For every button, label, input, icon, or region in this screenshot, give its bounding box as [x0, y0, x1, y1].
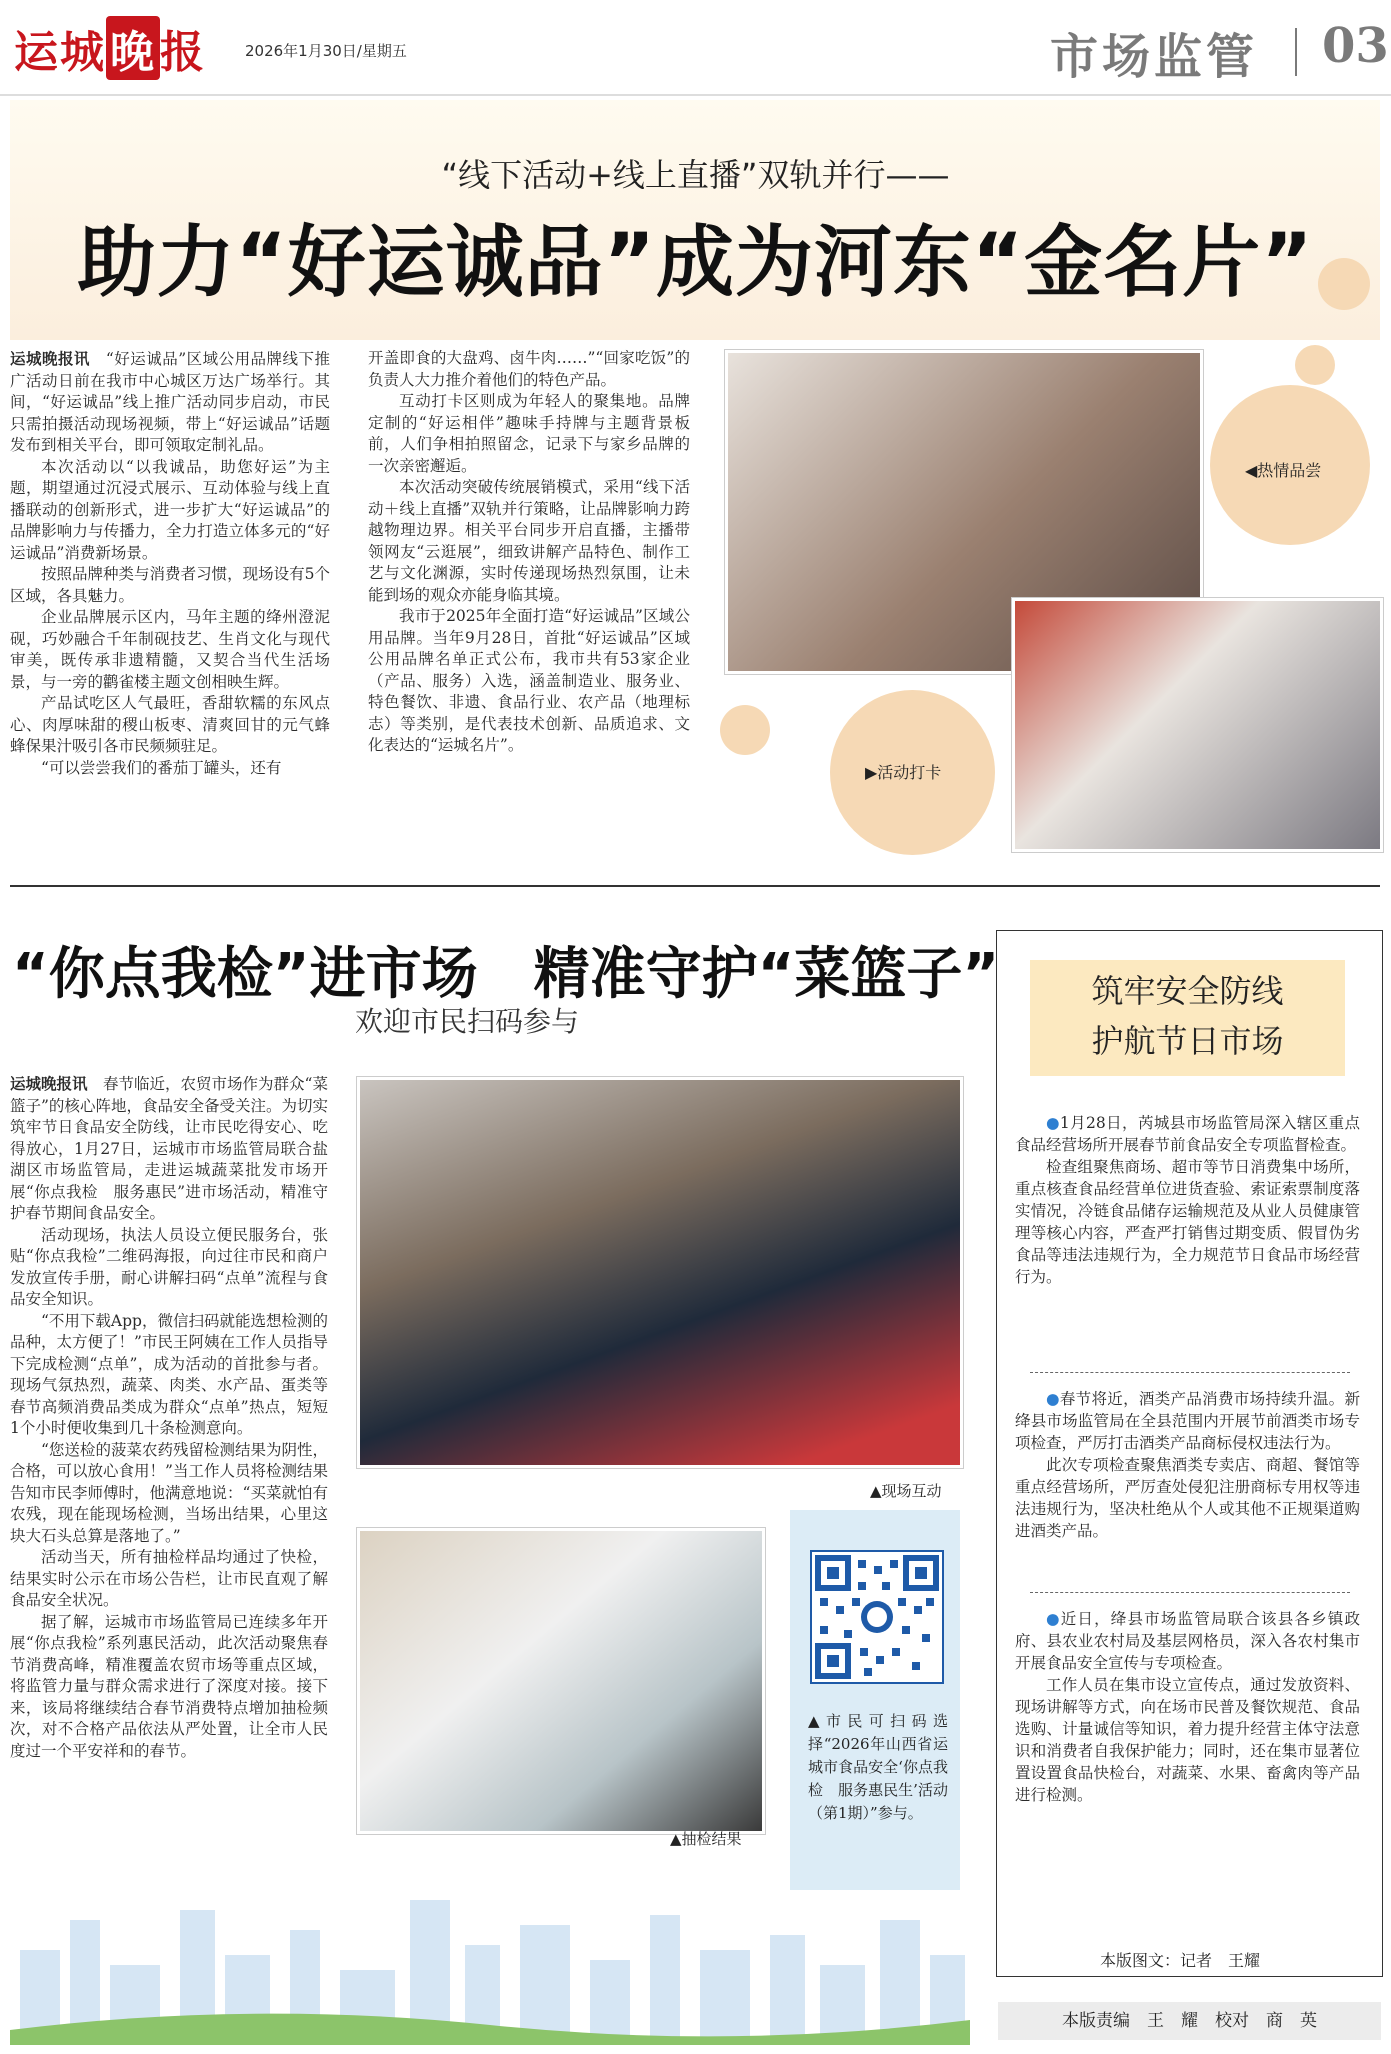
- photo-caption-results: ▲抽检结果: [670, 1830, 742, 1848]
- photo-caption-checkin: ▶活动打卡: [865, 763, 942, 782]
- paragraph: 活动现场，执法人员设立便民服务台，张贴“你点我检”二维码海报，向过往市民和商户发放宣传手册，耐心讲解扫码“点单”流程与食品安全知识。: [10, 1225, 328, 1308]
- paragraph: 据了解，运城市市场监管局已连续多年开展“你点我检”系列惠民活动，此次活动聚焦春节消费高峰，精准覆盖农贸市场等重点区域，将监管力量与群众需求进行了深度对接。接下来，该局将继续结合春节消费特点增加抽检频次，对不合格产品依法从严处置，让全市人民度过一个平安祥和的春节。: [10, 1612, 328, 1760]
- sidebar-item-2: [1015, 1388, 1360, 1542]
- paragraph: [10, 348, 330, 457]
- photo-checkin: [1012, 598, 1383, 852]
- paragraph: [10, 1073, 328, 1225]
- qr-code[interactable]: [810, 1550, 944, 1684]
- paragraph: 开盖即食的大盘鸡、卤牛肉……”“回家吃饭”的负责人大力推介着他们的特色产品。: [368, 349, 690, 389]
- masthead-rule: [0, 94, 1391, 96]
- photo-onsite-interaction: [357, 1077, 963, 1468]
- page-number: 03: [1322, 18, 1389, 74]
- paragraph: 企业品牌展示区内，马年主题的绛州澄泥砚，巧妙融合千年制砚技艺、生肖文化与现代审美，既传承非遗精髓，又契合当代生活场景，与一旁的鹳雀楼主题文创相映生辉。: [10, 608, 330, 691]
- masthead: [0, 0, 1391, 100]
- paragraph-text: 1月28日，芮城县市场监管局深入辖区重点食品经营场所开展春节前食品安全专项监督检查。: [1015, 1114, 1360, 1154]
- logo-text-1: 运城: [14, 27, 106, 78]
- story2-subhead: 欢迎市民扫码参与: [355, 1005, 580, 1038]
- paragraph: 检查组聚焦商场、超市等节日消费集中场所，重点核查食品经营单位进货查验、索证索票制度落实情况，冷链食品储存运输规范及从业人员健康管理等核心内容，严查严打销售过期变质、假冒伪劣食品等违法违规行为，全力规范节日食品市场经营行为。: [1015, 1158, 1360, 1286]
- paragraph: “可以尝尝我们的番茄丁罐头，还有: [41, 758, 282, 777]
- feature-column-2: [368, 348, 690, 757]
- feature-kicker: “线下活动+线上直播”双轨并行——: [441, 156, 950, 194]
- photo-caption-tasting: ◀热情品尝: [1245, 461, 1322, 480]
- paragraph: [1015, 1388, 1360, 1454]
- paragraph: 工作人员在集市设立宣传点，通过发放资料、现场讲解等方式，向在场市民普及餐饮规范、食品选购、计量诚信等知识，着力提升经营主体守法意识和消费者自我保护能力；同时，还在集市显著位置设置食品快检台，对蔬菜、水果、畜禽肉等产品进行检测。: [1015, 1676, 1360, 1804]
- story2-headline: “你点我检”进市场 精准守护“菜篮子”: [12, 942, 1000, 1007]
- bullet-dot-icon: ●: [1046, 1390, 1060, 1408]
- sidebar-title: [1030, 960, 1345, 1076]
- paragraph: 按照品牌种类与消费者习惯，现场设有5个区域，各具魅力。: [10, 565, 330, 605]
- paragraph: “不用下载App，微信扫码就能选想检测的品种，太方便了！”市民王阿姨在工作人员指导下完成检测“点单”，成为活动的首批参与者。现场气氛热烈，蔬菜、肉类、水产品、蛋类等春节高频消费品类成为群众“点单”热点，短短1个小时便收集到几十条检测意向。: [10, 1311, 328, 1437]
- qr-caption: ▲市民可扫码选择“2026年山西省运城市食品安全‘你点我检 服务惠民生’活动（第1期）”参与。: [808, 1712, 948, 1822]
- bullet-dot-icon: ●: [1046, 1114, 1060, 1132]
- feature-headline: 助力“好运诚品”成为河东“金名片”: [77, 218, 1314, 308]
- story-divider: [10, 885, 1380, 887]
- paragraph: 我市于2025年全面打造“好运诚品”区域公用品牌。当年9月28日，首批“好运诚品”区域公用品牌名单正式公布，我市共有53家企业（产品、服务）入选，涵盖制造业、服务业、特色餐饮、非遗、食品行业、农产品（地理标志）等类别，是代表技术创新、品质追求、文化表达的“运城名片”。: [368, 607, 690, 754]
- photo-text-credit: 本版图文：记者 王耀: [1100, 1951, 1261, 1970]
- paragraph-text: 春节临近，农贸市场作为群众“菜篮子”的核心阵地，食品安全备受关注。为切实筑牢节日食品安全防线，让市民吃得安心、吃得放心，1月27日，运城市市场监管局联合盐湖区市场监管局，走进运城蔬菜批发市场开展“你点我检 服务惠民”进市场活动，精准守护春节期间食品安全。: [10, 1075, 328, 1222]
- section-divider: [1295, 28, 1297, 76]
- qr-code-icon: [812, 1552, 942, 1682]
- logo-text-2: 晚: [106, 16, 160, 80]
- bullet-dot-icon: ●: [1046, 1610, 1061, 1628]
- decor-circle: [720, 705, 770, 755]
- newspaper-logo: [14, 16, 206, 80]
- paragraph-text: “好运诚品”区域公用品牌线下推广活动日前在我市中心城区万达广场举行。其间，“好运诚品”线上推广活动同步启动，市民只需拍摄活动现场视频，带上“好运诚品”话题发布到相关平台，即可领取定制礼品。: [10, 350, 330, 454]
- paragraph: “您送检的菠菜农药残留检测结果为阴性，合格，可以放心食用！”当工作人员将检测结果告知市民李师傅时，他满意地说：“买菜就怕有农残，现在能现场检测，当场出结果，心里这块大石头总算是落地了。”: [10, 1440, 328, 1545]
- logo-text-3: 报: [160, 27, 206, 78]
- decor-circle: [1295, 345, 1335, 385]
- dateline: 运城晚报讯: [10, 349, 90, 368]
- editor-footer: 本版责编 王 耀 校对 商 英: [998, 2002, 1381, 2040]
- sidebar-title-line-1: 筑牢安全防线: [1091, 972, 1284, 1010]
- story2-body: [10, 1073, 328, 1762]
- feature-column-1: [10, 348, 330, 779]
- paragraph: 本次活动突破传统展销模式，采用“线下活动＋线上直播”双轨并行策略，让品牌影响力跨越物理边界。相关平台同步开启直播，主播带领网友“云逛展”，细致讲解产品特色、制作工艺与文化渊源，实时传递现场热烈氛围，让未能到场的观众亦能身临其境。: [368, 478, 690, 604]
- paragraph: 活动当天，所有抽检样品均通过了快检，结果实时公示在市场公告栏，让市民直观了解食品安全状况。: [10, 1548, 328, 1609]
- sidebar-divider: [1030, 1592, 1350, 1593]
- photo-caption-interaction: ▲现场互动: [870, 1482, 942, 1500]
- paragraph: [1015, 1112, 1360, 1156]
- sidebar-title-line-2: 护航节日市场: [1091, 1022, 1284, 1060]
- sidebar-item-1: [1015, 1112, 1360, 1288]
- paragraph: [1015, 1608, 1360, 1674]
- paragraph-text: 近日，绛县市场监管局联合该县各乡镇政府、县农业农村局及基层网格员，深入各农村集市开展食品安全宣传与专项检查。: [1015, 1610, 1360, 1672]
- paragraph-text: 春节将近，酒类产品消费市场持续升温。新绛县市场监管局在全县范围内开展节前酒类市场专项检查，严厉打击酒类产品商标侵权违法行为。: [1015, 1390, 1360, 1452]
- dateline: 运城晚报讯: [10, 1074, 88, 1093]
- sidebar-item-3: [1015, 1608, 1360, 1806]
- sidebar-divider: [1030, 1372, 1350, 1373]
- city-skyline-illustration: [10, 1880, 970, 2045]
- paragraph: 此次专项检查聚焦酒类专卖店、商超、餐馆等重点经营场所，严厉查处侵犯注册商标专用权等违法违规行为，坚决杜绝从个人或其他不正规渠道购进酒类产品。: [1015, 1456, 1360, 1540]
- paragraph: 互动打卡区则成为年轻人的聚集地。品牌定制的“好运相伴”趣味手持牌与主题背景板前，人们争相拍照留念，记录下与家乡品牌的一次亲密邂逅。: [368, 392, 690, 475]
- issue-date: 2026年1月30日/星期五: [245, 42, 407, 60]
- paragraph: 产品试吃区人气最旺，香甜软糯的东风点心、肉厚味甜的稷山板枣、清爽回甘的元气蜂蜂保果汁吸引各市民频频驻足。: [10, 694, 330, 755]
- paragraph: 本次活动以“以我诚品，助您好运”为主题，期望通过沉浸式展示、互动体验与线上直播联动的创新形式，进一步扩大“好运诚品”的品牌影响力与传播力，全力打造立体多元的“好运诚品”消费新场景。: [10, 457, 330, 562]
- section-title: 市场监管: [1050, 29, 1259, 85]
- photo-test-results: [357, 1528, 765, 1834]
